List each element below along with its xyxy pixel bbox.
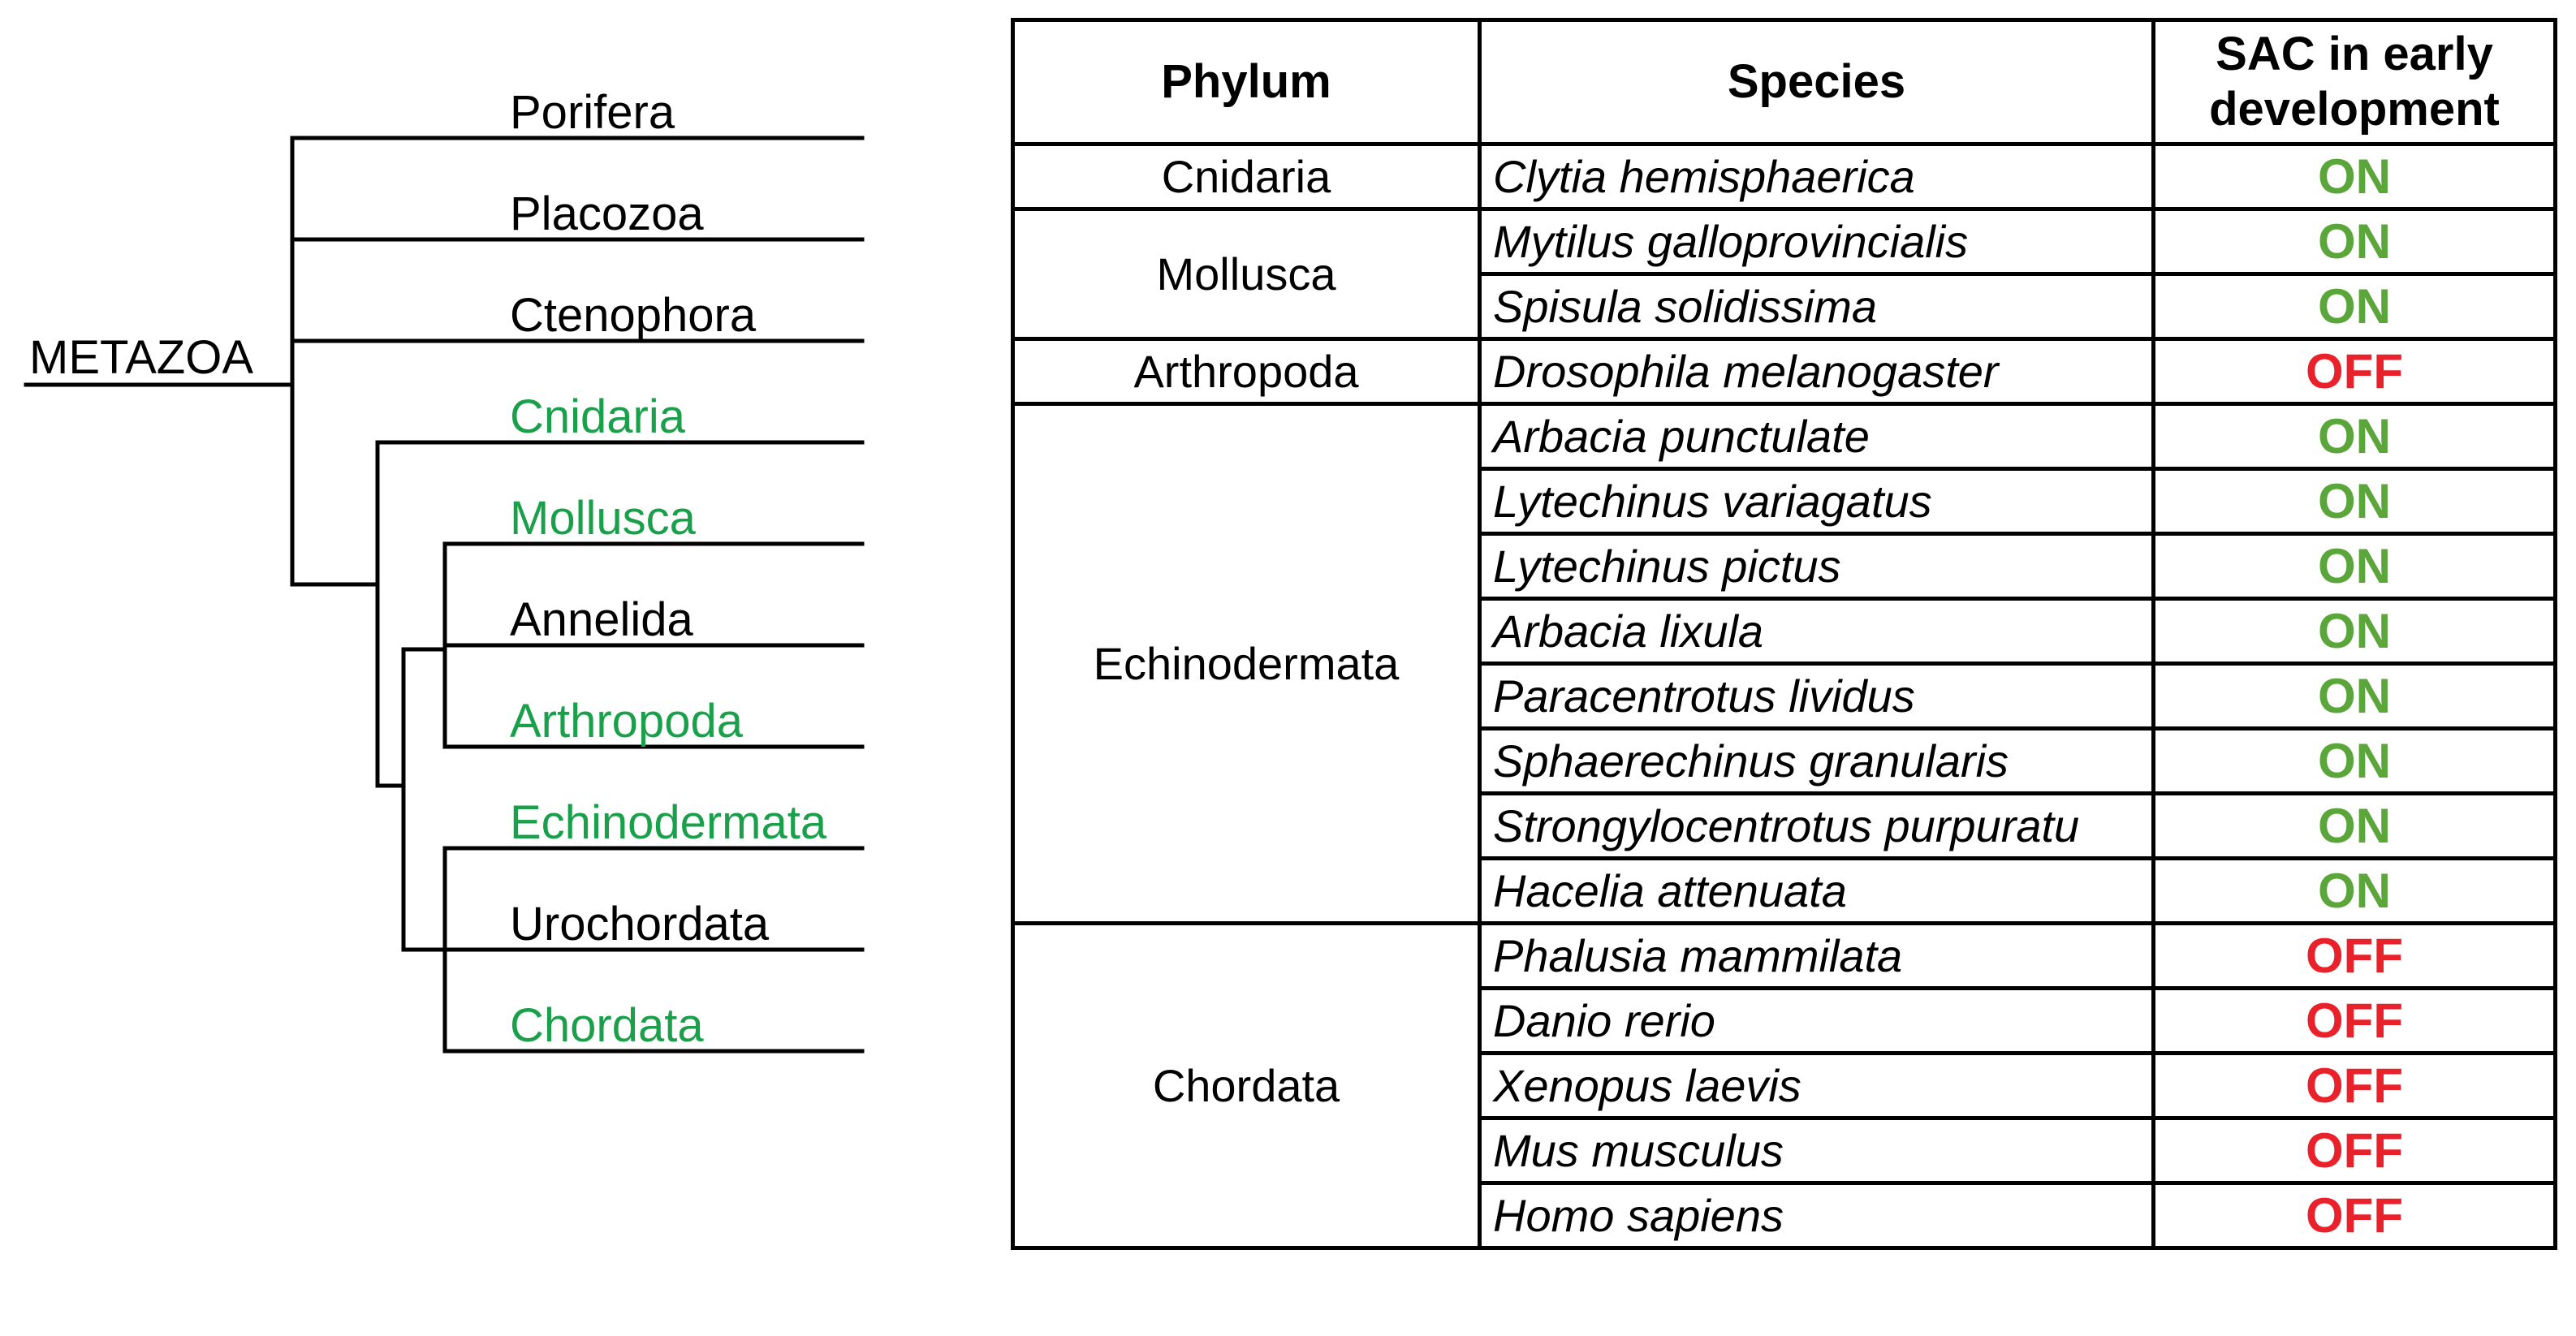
sac-status-cell: ON — [2154, 404, 2556, 469]
phylum-cell: Chordata — [1013, 924, 1480, 1248]
species-cell: Mytilus galloprovincialis — [1480, 209, 2154, 274]
leaf-label-annelida: Annelida — [510, 593, 693, 646]
phylum-cell: Cnidaria — [1013, 144, 1480, 209]
species-cell: Arbacia punctulate — [1480, 404, 2154, 469]
sac-status-cell: ON — [2154, 664, 2556, 729]
species-cell: Drosophila melanogaster — [1480, 339, 2154, 404]
sac-status-cell: ON — [2154, 859, 2556, 924]
leaf-label-porifera: Porifera — [510, 86, 675, 139]
phylum-cell: Echinodermata — [1013, 404, 1480, 924]
header-phylum: Phylum — [1013, 20, 1480, 144]
sac-status-cell: ON — [2154, 274, 2556, 339]
species-cell: Mus musculus — [1480, 1118, 2154, 1183]
species-cell: Sphaerechinus granularis — [1480, 729, 2154, 794]
sac-status-cell: ON — [2154, 144, 2556, 209]
phylum-cell: Arthropoda — [1013, 339, 1480, 404]
species-cell: Lytechinus pictus — [1480, 534, 2154, 599]
sac-status-cell: ON — [2154, 534, 2556, 599]
sac-status-cell: ON — [2154, 469, 2556, 534]
sac-status-cell: OFF — [2154, 989, 2556, 1054]
phylum-cell: Mollusca — [1013, 209, 1480, 339]
species-cell: Spisula solidissima — [1480, 274, 2154, 339]
leaf-label-ctenophora: Ctenophora — [510, 289, 757, 342]
species-cell: Xenopus laevis — [1480, 1054, 2154, 1118]
sac-table — [1011, 18, 2557, 1250]
sac-status-cell: ON — [2154, 599, 2556, 664]
table-row — [1013, 924, 2556, 989]
sac-status-cell: ON — [2154, 729, 2556, 794]
table-row — [1013, 209, 2556, 274]
root-label: METAZOA — [29, 331, 254, 384]
leaf-labels — [510, 86, 827, 1052]
species-cell: Arbacia lixula — [1480, 599, 2154, 664]
table-row — [1013, 144, 2556, 209]
header-species: Species — [1480, 20, 2154, 144]
header-sac: SAC in early development — [2154, 20, 2556, 144]
table-body — [1013, 144, 2556, 1248]
sac-status-cell: OFF — [2154, 1118, 2556, 1183]
sac-status-cell: ON — [2154, 209, 2556, 274]
species-cell: Phalusia mammilata — [1480, 924, 2154, 989]
species-cell: Strongylocentrotus purpuratu — [1480, 794, 2154, 859]
sac-status-cell: OFF — [2154, 339, 2556, 404]
leaf-label-chordata: Chordata — [510, 999, 704, 1052]
species-cell: Homo sapiens — [1480, 1183, 2154, 1248]
species-cell: Hacelia attenuata — [1480, 859, 2154, 924]
species-cell: Clytia hemisphaerica — [1480, 144, 2154, 209]
leaf-label-cnidaria: Cnidaria — [510, 390, 685, 443]
species-cell: Paracentrotus lividus — [1480, 664, 2154, 729]
sac-status-cell: ON — [2154, 794, 2556, 859]
phylogenetic-tree — [0, 0, 901, 1336]
table-header-row — [1013, 20, 2556, 144]
leaf-label-mollusca: Mollusca — [510, 492, 696, 545]
table-row — [1013, 339, 2556, 404]
species-cell: Danio rerio — [1480, 989, 2154, 1054]
species-cell: Lytechinus variagatus — [1480, 469, 2154, 534]
leaf-label-placozoa: Placozoa — [510, 187, 704, 240]
table-row — [1013, 404, 2556, 469]
leaf-label-urochordata: Urochordata — [510, 898, 770, 950]
sac-status-cell: OFF — [2154, 1183, 2556, 1248]
leaf-label-echinodermata: Echinodermata — [510, 796, 827, 849]
sac-status-cell: OFF — [2154, 1054, 2556, 1118]
sac-status-cell: OFF — [2154, 924, 2556, 989]
leaf-label-arthropoda: Arthropoda — [510, 695, 743, 748]
